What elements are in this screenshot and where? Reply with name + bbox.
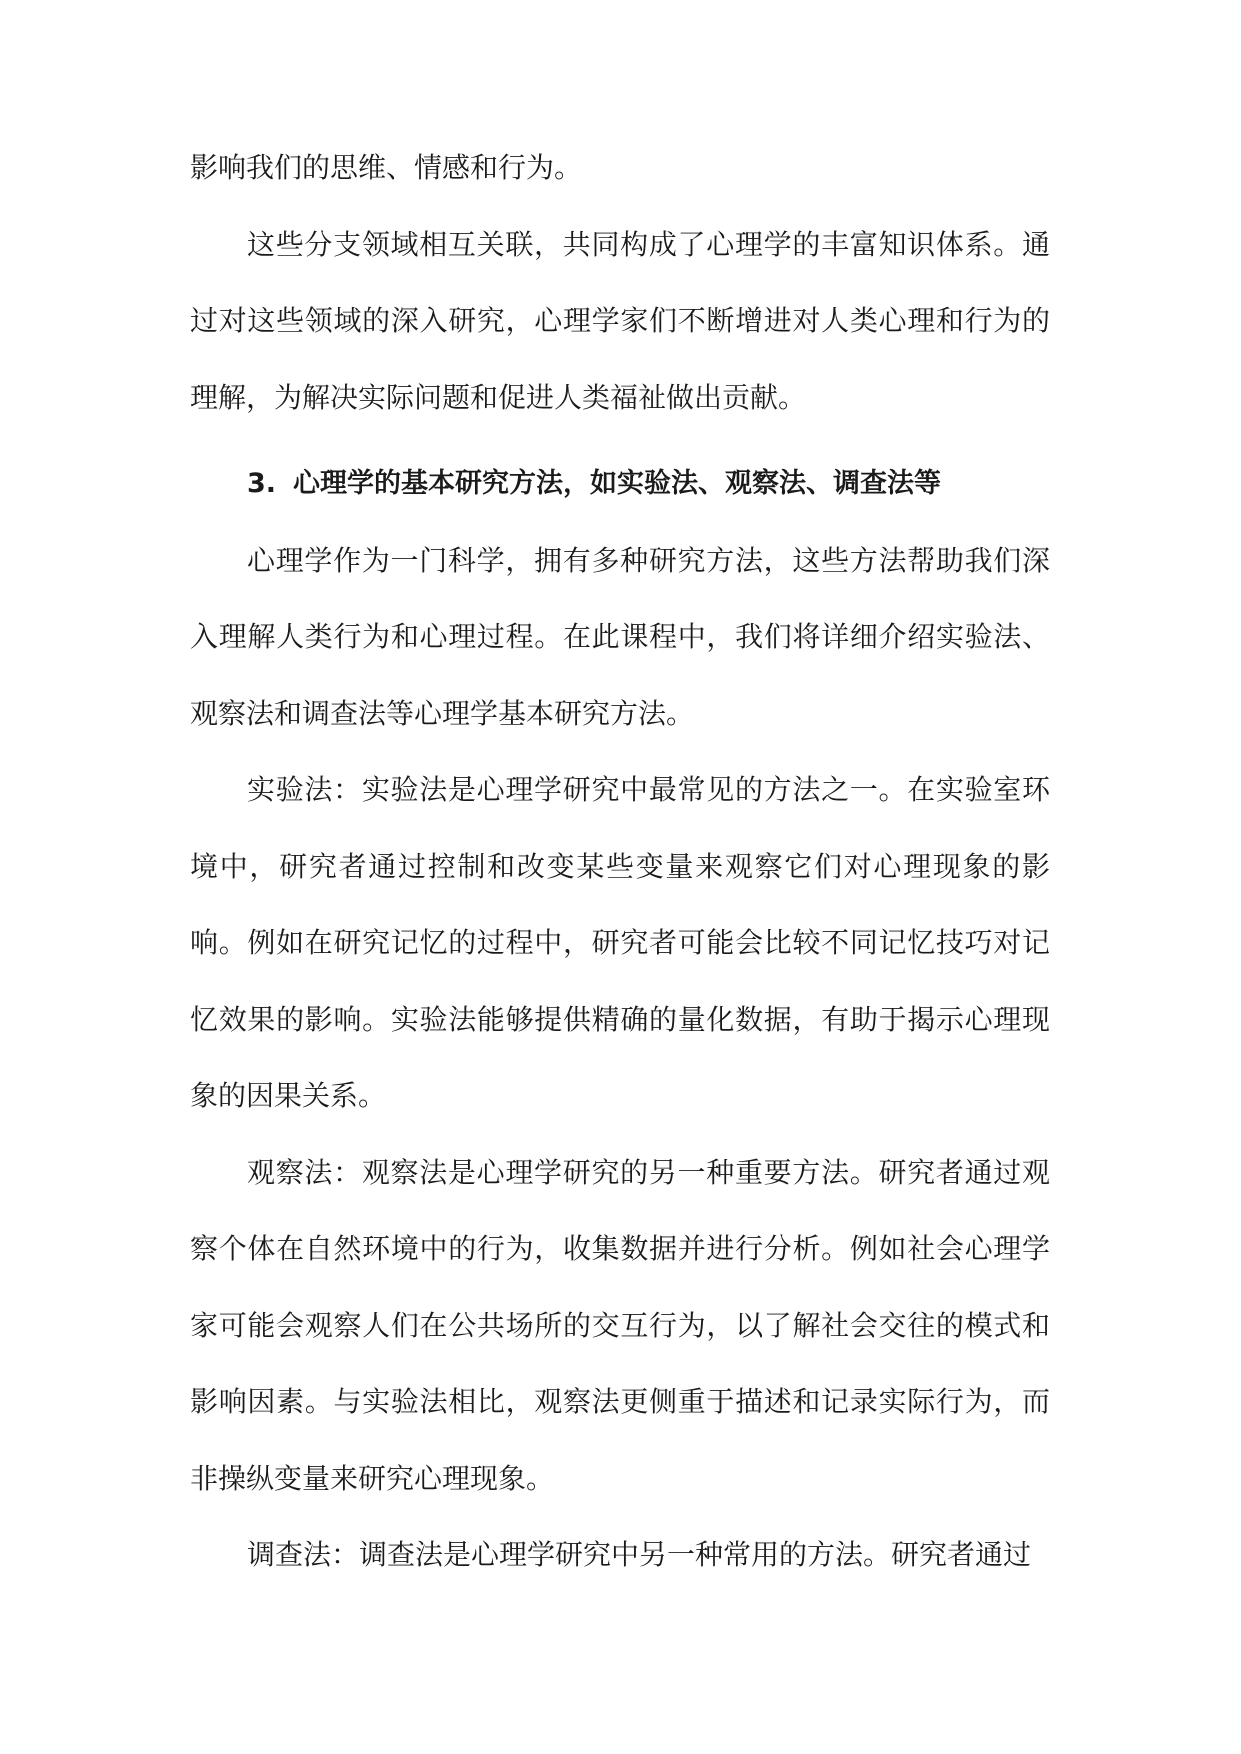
paragraph-survey-method: 调查法：调查法是心理学研究中另一种常用的方法。研究者通过 [247, 1538, 1032, 1571]
paragraph-methods-intro: 心理学作为一门科学，拥有多种研究方法，这些方法帮助我们深入理解人类行为和心理过程。在此课程中，我们将详细介绍实验法、观察法和调查法等心理学基本研究方法。 [190, 543, 1050, 730]
document-body [190, 130, 1050, 1594]
paragraph-continuation: 影响我们的思维、情感和行为。 [190, 151, 583, 184]
section-title: 心理学的基本研究方法，如实验法、观察法、调查法等 [293, 468, 941, 499]
paragraph-observation-method: 观察法：观察法是心理学研究的另一种重要方法。研究者通过观察个体在自然环境中的行为，收集数据并进行分析。例如社会心理学家可能会观察人们在公共场所的交互行为，以了解社会交往的模式和影响因素。与实验法相比，观察法更侧重于描述和记录实际行为，而非操纵变量来研究心理现象。 [190, 1155, 1050, 1495]
section-heading [190, 446, 1050, 523]
paragraph-branches-summary: 这些分支领域相互关联，共同构成了心理学的丰富知识体系。通过对这些领域的深入研究，心理学家们不断增进对人类心理和行为的理解，为解决实际问题和促进人类福祉做出贡献。 [190, 227, 1050, 414]
section-number: 3. [247, 468, 277, 499]
paragraph-experimental-method: 实验法：实验法是心理学研究中最常见的方法之一。在实验室环境中，研究者通过控制和改变某些变量来观察它们对心理现象的影响。例如在研究记忆的过程中，研究者可能会比较不同记忆技巧对记忆效果的影响。实验法能够提供精确的量化数据，有助于揭示心理现象的因果关系。 [190, 773, 1050, 1112]
